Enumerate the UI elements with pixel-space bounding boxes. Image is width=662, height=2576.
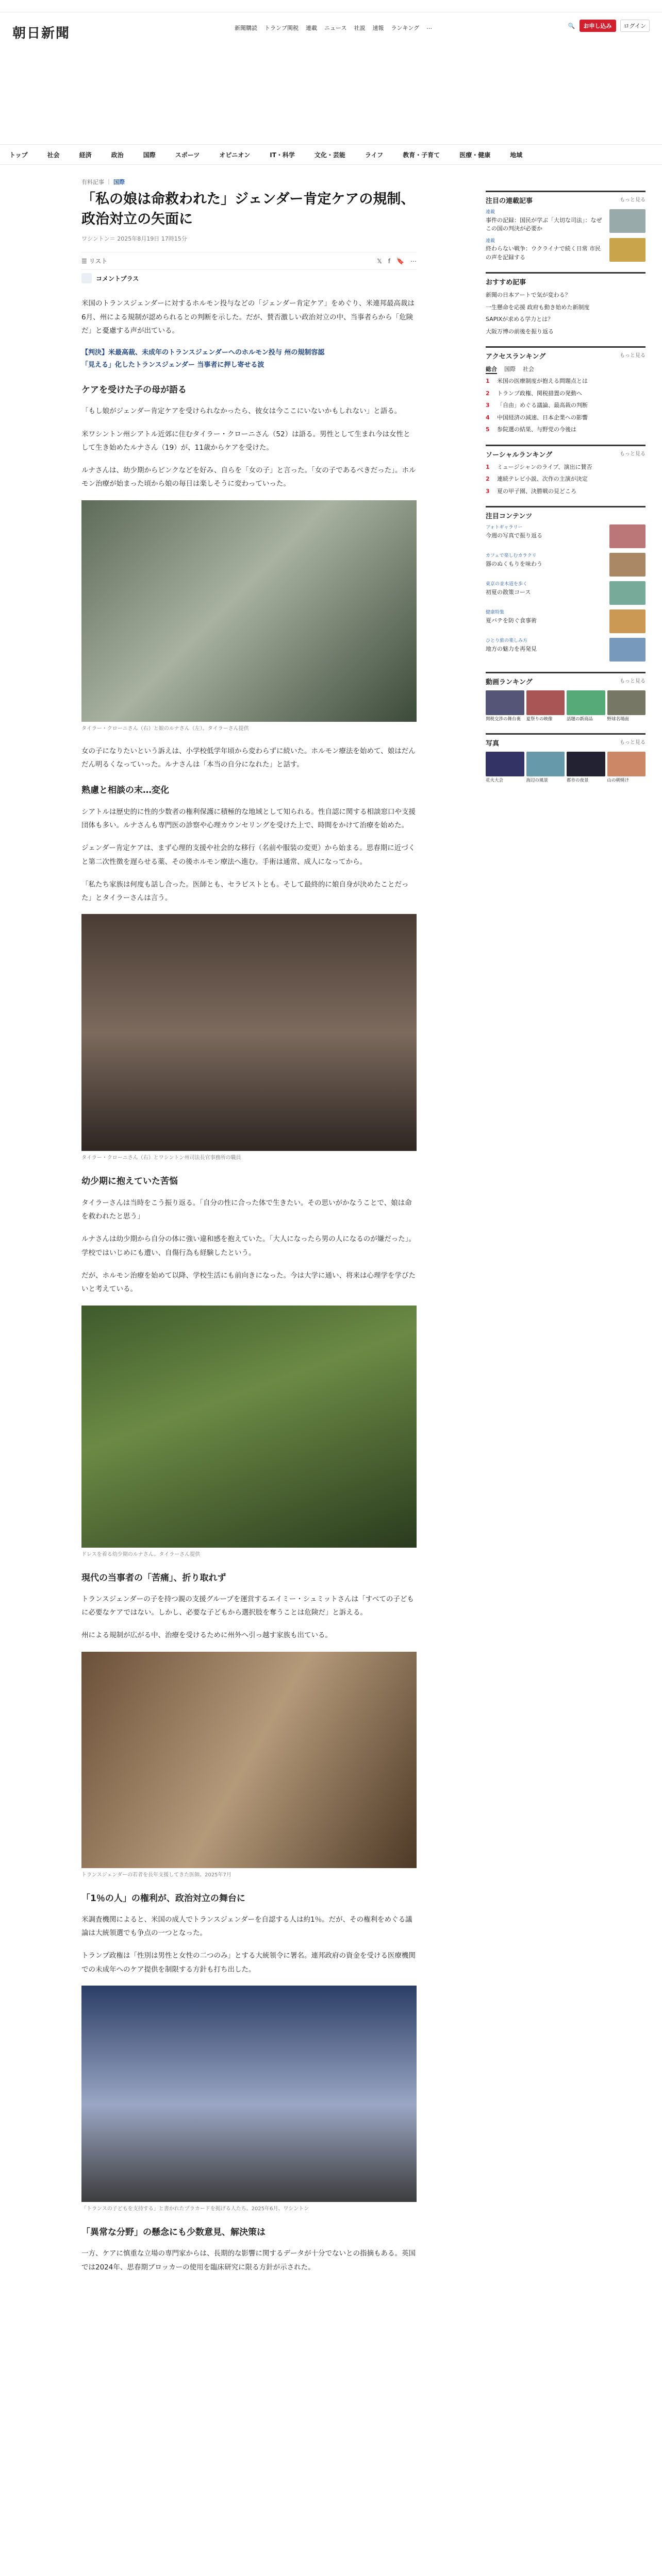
tab-all[interactable]: 総合 <box>486 365 497 374</box>
bookmark-icon[interactable]: 🔖 <box>396 257 404 265</box>
notable-card[interactable] <box>486 238 646 262</box>
ranking-text: ミュージシャンのライブ、演出に賛否 <box>497 463 592 470</box>
nav-item[interactable]: 地域 <box>510 151 523 159</box>
ranking-text: 連続テレビ小説、次作の主演が決定 <box>497 476 588 483</box>
video-tile[interactable] <box>526 690 565 722</box>
video-tile[interactable] <box>607 690 646 722</box>
photo-caption: タイラー・クローニさん（右）とワシントン州司法長官事務所の職員 <box>81 1155 241 1161</box>
comment-label: コメントプラス <box>96 275 139 282</box>
tab-society[interactable]: 社会 <box>523 366 534 373</box>
header-link[interactable]: … <box>426 24 433 30</box>
photo-label: 山の朝焼け <box>607 777 630 783</box>
related-link[interactable]: 「見える」化したトランスジェンダー 当事者に押し寄せる波 <box>81 361 264 369</box>
photo-tile[interactable] <box>567 752 605 784</box>
section-title: 注目コンテンツ <box>486 513 533 521</box>
paragraph: トランプ政権は「性別は男性と女性の二つのみ」とする大統領令に署名。連邦政府の資金を受ける医療機関での未成年へのケア提供を制限する方針も打ち出した。 <box>81 1952 416 1974</box>
photo-label: 花火大会 <box>486 777 504 783</box>
photo-doctor[interactable] <box>81 1652 417 1868</box>
nav-item[interactable]: 教育・子育て <box>403 151 440 159</box>
paragraph: 米調査機関によると、米国の成人でトランスジェンダーを自認する人は約1％。だが、その権利をめぐる議論は大統領選でも争点の一つとなった。 <box>81 1915 412 1938</box>
comment-plus[interactable] <box>81 273 417 283</box>
paragraph: 「もし娘がジェンダー肯定ケアを受けられなかったら、彼女は今ここにいないかもしれない」と語る。 <box>81 407 402 416</box>
content-card[interactable] <box>486 609 646 633</box>
content-card[interactable] <box>486 581 646 605</box>
section-title: おすすめ記事 <box>486 279 526 286</box>
photo-attorney-general-seal[interactable] <box>81 914 417 1151</box>
nav-item[interactable]: 国際 <box>143 151 156 159</box>
share-tools <box>377 258 417 265</box>
card-text: 器のぬくもりを味わう <box>486 560 542 567</box>
more-link[interactable]: もっと見る <box>620 451 646 457</box>
article-title: 「私の娘は命救われた」ジェンダー肯定ケアの規制、政治対立の矢面に <box>81 191 415 228</box>
nav-item[interactable]: トップ <box>9 151 28 159</box>
card-text: 事件の記録：国民が学ぶ「大切な司法」：なぜこの国の判決が必要か <box>486 216 602 232</box>
photo-caption: ドレスを着る幼少期のルナさん。タイラーさん提供 <box>81 1551 201 1557</box>
subscribe-button[interactable]: お申し込み <box>580 20 616 32</box>
paragraph: ルナさんは、幼少期からピンクなどを好み、自らを「女の子」と言った。「女の子であるべきだった」。ホルモン治療が始まった頃から娘の毎日は楽しそうに変わっていった。 <box>81 466 416 488</box>
photo-label: 都市の夜景 <box>567 777 589 783</box>
notable-card[interactable] <box>486 209 646 233</box>
content-card[interactable] <box>486 638 646 662</box>
global-nav <box>0 144 662 165</box>
card-kicker: 東京の並木道を歩く <box>486 582 528 587</box>
card-thumbnail <box>609 553 646 577</box>
recommend-item[interactable]: 大阪万博の前後を振り返る <box>486 328 554 335</box>
masthead <box>0 12 662 157</box>
video-label: 関税交渉の舞台裏 <box>486 717 521 722</box>
recommend-item[interactable]: 一生懸命を応援 政府も動き始めた新制度 <box>486 303 590 311</box>
video-label: 話題の新商品 <box>567 717 593 722</box>
more-link[interactable]: もっと見る <box>620 353 646 359</box>
card-text: 初夏の散策コース <box>486 588 531 596</box>
nav-item[interactable]: IT・科学 <box>270 151 295 159</box>
more-icon[interactable]: ⋯ <box>410 257 417 265</box>
article-meta: ワシントン＝ 2025年8月19日 17時15分 <box>81 235 187 243</box>
header-actions <box>568 20 650 32</box>
photo-tile[interactable] <box>607 752 646 784</box>
card-thumbnail <box>609 238 646 262</box>
article-tools <box>81 252 417 270</box>
card-kicker: 連載 <box>486 238 495 244</box>
video-label: 野球名場面 <box>607 717 630 722</box>
section-heading: 幼少期に抱えていた苦悩 <box>81 1176 178 1187</box>
nav-item[interactable]: ライフ <box>365 151 384 159</box>
header-link[interactable]: ランキング <box>391 25 420 31</box>
paragraph: 米ワシントン州シアトル近郊に住むタイラー・クローニさん（52）は語る。男性として生まれ今は女性として生き始めたルナさん（19）が、11歳からケアを受けた。 <box>81 430 410 452</box>
nav-item[interactable]: オピニオン <box>219 151 251 159</box>
photo-mother-daughter[interactable] <box>81 500 417 722</box>
social-ranking <box>486 445 646 496</box>
header-link[interactable]: 連載 <box>306 25 317 31</box>
paragraph: 一方、ケアに慎重な立場の専門家からは、長期的な影響に関するデータが十分でないとの指摘もある。英国では2024年、思春期ブロッカーの使用を臨床研究に限る方針が示された。 <box>81 2249 416 2272</box>
paragraph: ジェンダー肯定ケアは、まず心理的支援や社会的な移行（名前や服装の変更）から始まる。思春期に近づくと第二次性徴を遅らせる薬、その後ホルモン療法へ進む。手術は通常、成人になってから。 <box>81 844 416 866</box>
paid-label: 有料記事 <box>81 179 104 185</box>
breadcrumb: 有料記事 ｜ 国際 <box>81 179 125 185</box>
ranking-item[interactable]: 4 中国経済の減速、日本企業への影響 <box>486 414 646 422</box>
notable-contents <box>486 506 646 662</box>
card-kicker: フォトギャラリー <box>486 525 523 531</box>
photo-caption: トランスジェンダーの若者を長年支援してきた医師。2025年7月 <box>81 1872 231 1878</box>
search-icon[interactable]: 🔍 <box>568 22 575 29</box>
login-button[interactable]: ログイン <box>620 20 650 32</box>
section-heading: 「異常な分野」の懸念にも少数意見、解決策は <box>81 2227 266 2238</box>
top-strip <box>0 0 662 12</box>
header-link[interactable]: 社説 <box>354 25 366 31</box>
nav-item[interactable]: 医療・健康 <box>459 151 491 159</box>
category-link[interactable]: 国際 <box>113 179 125 185</box>
video-ranking <box>486 672 646 722</box>
list-label: リスト <box>89 258 108 265</box>
photo-tile[interactable] <box>526 752 565 784</box>
header-link[interactable]: ニュース <box>324 25 347 31</box>
video-tile[interactable] <box>486 690 524 722</box>
content-card[interactable] <box>486 524 646 548</box>
header-link[interactable]: 速報 <box>372 25 384 31</box>
section-heading: 「1％の人」の権利が、政治対立の舞台に <box>81 1893 245 1904</box>
paragraph: トランスジェンダーの子を持つ親の支援グループを運営するエイミー・シュミットさんは「すべての子どもに必要なケアではない。しかし、必要な子どもから選択肢を奪うことは危険だ」と訴える。 <box>81 1595 414 1617</box>
card-thumbnail <box>609 638 646 662</box>
ranking-item[interactable]: 1 米国の医療制度が抱える問題点とは <box>486 377 646 386</box>
nav-item[interactable]: 社会 <box>47 151 60 159</box>
comment-icon <box>81 273 92 283</box>
nav-item[interactable]: 政治 <box>111 151 124 159</box>
paragraph: 州による規制が広がる中、治療を受けるために州外へ引っ越す家族も出ている。 <box>81 1631 332 1640</box>
section-title: 写真 <box>486 739 500 748</box>
video-grid <box>486 690 646 722</box>
section-title: 動画ランキング <box>486 679 533 687</box>
header-links <box>235 24 432 32</box>
header-link[interactable]: 新聞購読 <box>235 25 257 31</box>
ranking-text: 米国の医療制度が抱える問題点とは <box>497 378 588 385</box>
photo-section <box>486 733 646 784</box>
ranking-text: 中国経済の減速、日本企業への影響 <box>497 414 588 421</box>
card-kicker: ひとり旅の楽しみ方 <box>486 638 528 644</box>
ranking-text: 「自由」めぐる議論、最高裁の判断 <box>497 402 588 409</box>
nav-item[interactable]: 経済 <box>79 151 92 159</box>
card-text: 今週の写真で振り返る <box>486 532 542 539</box>
recommend-section <box>486 272 646 336</box>
card-thumbnail <box>609 581 646 605</box>
photo-support-trans-kids-sign[interactable] <box>81 1986 417 2202</box>
ranking-tabs <box>486 365 646 374</box>
ranking-item[interactable]: 5 参院選の結果、与野党の今後は <box>486 426 646 434</box>
paragraph: シアトルは歴史的に性的少数者の権利保護に積極的な地域として知られる。性自認に関する相談窓口や支援団体も多い。ルナさんも専門医の診察や心理カウンセリングを受けた上で、時間をかけて治療を始めた。 <box>81 807 416 829</box>
paragraph: ルナさんは幼少期から自分の体に強い違和感を抱えていた。「大人になったら男の人になるのが嫌だった」。学校ではいじめにも遭い、自傷行為も経験したという。 <box>81 1235 416 1257</box>
header-link[interactable]: トランプ関税 <box>264 25 299 31</box>
photo-caption: タイラー・クローニさん（右）と娘のルナさん（左）。タイラーさん提供 <box>81 725 249 732</box>
card-thumbnail <box>609 609 646 633</box>
section-title: 注目の連載記事 <box>486 197 533 205</box>
card-kicker: カフェで楽しむカラクリ <box>486 553 537 559</box>
section-title: アクセスランキング <box>486 353 546 361</box>
nav-item[interactable]: 文化・芸能 <box>314 151 345 159</box>
photo-tile[interactable] <box>486 752 524 784</box>
more-link[interactable]: もっと見る <box>620 679 646 685</box>
access-ranking <box>486 346 646 434</box>
paragraph: 米国のトランスジェンダーに対するホルモン投与などの「ジェンダー肯定ケア」をめぐり、米連邦最高裁は6月、州による規制が認められるとの判断を示した。だが、賛否激しい政治対立の中、当事者らから「危険だ」と憂慮する声が出ている。 <box>81 299 415 335</box>
more-link[interactable]: もっと見る <box>620 739 646 745</box>
card-thumbnail <box>609 209 646 233</box>
card-text: 地方の魅力を再発見 <box>486 645 537 652</box>
section-heading: 現代の当事者の「苦痛」、折り取れず <box>81 1572 226 1583</box>
card-kicker: 連載 <box>486 210 495 215</box>
content-card[interactable] <box>486 553 646 577</box>
card-kicker: 健康特集 <box>486 610 505 616</box>
video-label: 夏祭りの映像 <box>526 717 553 722</box>
photo-child-dress[interactable] <box>81 1306 417 1548</box>
card-text: 夏バテを防ぐ食事術 <box>486 617 537 624</box>
tab-international[interactable]: 国際 <box>504 366 516 373</box>
card-text: 終わらない戦争：ウクライナで続く日常 市民の声を記録する <box>486 245 601 261</box>
ranking-item[interactable]: 3 「自由」めぐる議論、最高裁の判断 <box>486 401 646 410</box>
site-logo[interactable]: 朝日新聞 <box>12 26 71 41</box>
nav-item[interactable]: スポーツ <box>175 151 200 159</box>
ranking-text: 夏の甲子園、決勝戦の見どころ <box>497 487 576 495</box>
ranking-item[interactable]: 2 連続テレビ小説、次作の主演が決定 <box>486 475 646 484</box>
ranking-text: 参院選の結果、与野党の今後は <box>497 426 576 433</box>
photo-caption: 「トランスの子どもを支持する」と書かれたプラカードを掲げる人たち。2025年6月、ワシントン <box>81 2206 309 2212</box>
more-link[interactable]: もっと見る <box>620 197 646 203</box>
notable-series <box>486 191 646 262</box>
x-share-icon[interactable]: 𝕏 <box>377 257 382 265</box>
paragraph: だが、ホルモン治療を始めて以降、学校生活にも前向きになった。今は大学に通い、将来は心理学を学びたいと考えている。 <box>81 1271 416 1294</box>
ranking-item[interactable]: 2 トランプ政権、関税措置の発動へ <box>486 389 646 398</box>
paragraph: 「私たち家族は何度も話し合った。医師とも、セラピストとも。そして最終的に娘自身が決めたことだった」とタイラーさんは言う。 <box>81 880 409 903</box>
video-tile[interactable] <box>567 690 605 722</box>
recommend-item[interactable]: 新聞の日本アートで気が変わる？ <box>486 292 571 298</box>
list-button[interactable]: ☰ リスト <box>81 258 108 265</box>
section-title: ソーシャルランキング <box>486 451 553 459</box>
section-heading: ケアを受けた子の母が語る <box>81 385 187 395</box>
sidebar <box>486 191 646 794</box>
article <box>81 178 417 2283</box>
facebook-icon[interactable]: f <box>388 257 391 265</box>
paragraph: 女の子になりたいという訴えは、小学校低学年頃から変わらずに続いた。ホルモン療法を始めて、娘はだんだん明るくなっていった。ルナさんは「本当の自分になれた」と話す。 <box>81 747 416 769</box>
paragraph: タイラーさんは当時をこう振り返る。「自分の性に合った体で生きたい。その思いがかなうことで、娘は命を救われたと思う」 <box>81 1198 412 1221</box>
recommend-item[interactable]: SAPIXが求める学力とは？ <box>486 316 554 323</box>
ranking-item[interactable]: 3 夏の甲子園、決勝戦の見どころ <box>486 487 646 496</box>
related-link[interactable]: 【判決】米最高裁、未成年のトランスジェンダーへのホルモン投与 州の規制容認 <box>81 349 325 357</box>
photo-label: 海辺の風景 <box>526 777 549 783</box>
card-thumbnail <box>609 524 646 548</box>
ranking-text: トランプ政権、関税措置の発動へ <box>497 389 582 397</box>
section-heading: 熟慮と相談の末…変化 <box>81 785 169 796</box>
ranking-item[interactable]: 1 ミュージシャンのライブ、演出に賛否 <box>486 463 646 472</box>
photo-grid <box>486 752 646 784</box>
